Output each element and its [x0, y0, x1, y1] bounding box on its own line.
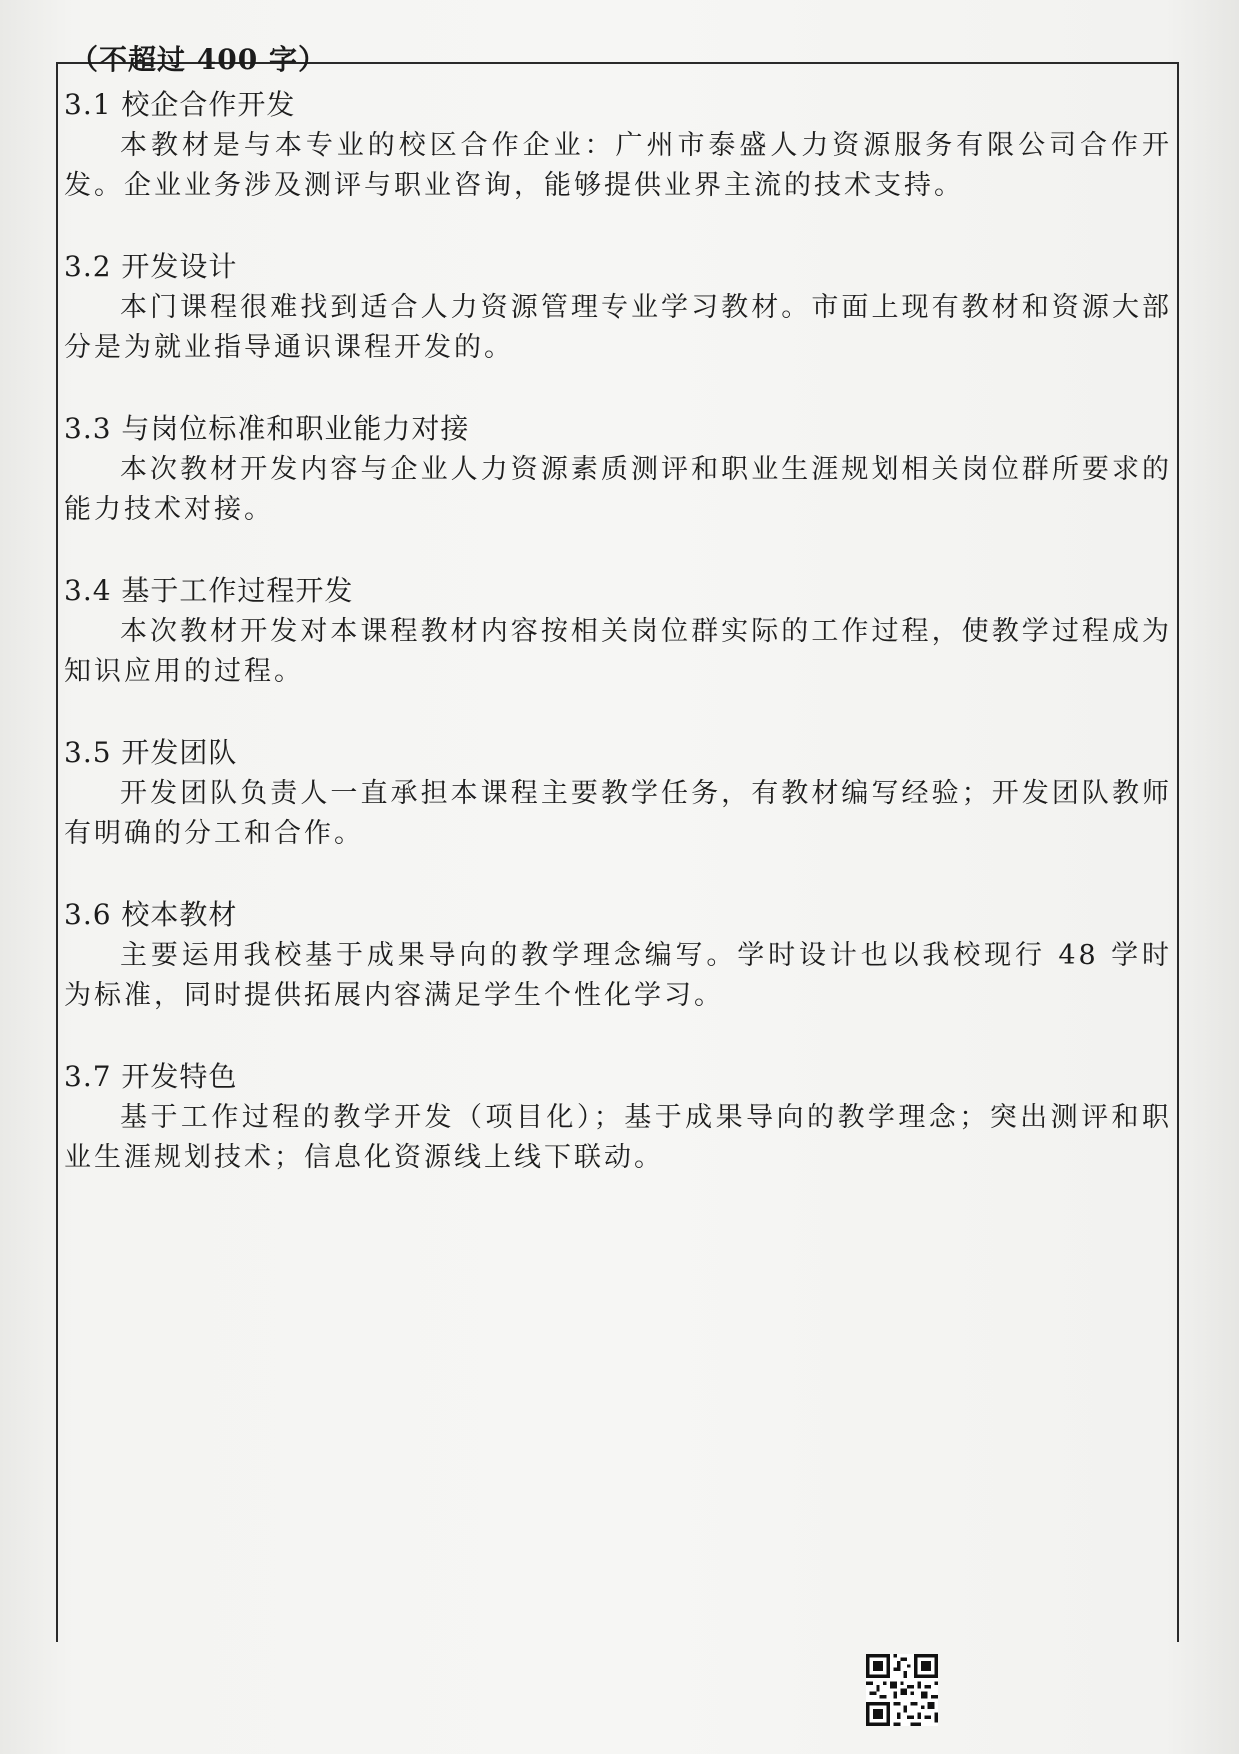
section-title: 3.6 校本教材 — [64, 898, 238, 931]
section-3-3 — [64, 408, 1172, 530]
section-body: 基于工作过程的教学开发（项目化）；基于成果导向的教学理念；突出测评和职业生涯规划技术；信息化资源线上线下联动。 — [64, 1102, 1172, 1173]
section-title: 3.2 开发设计 — [64, 250, 238, 283]
section-3-6 — [64, 894, 1172, 1016]
section-body: 本次教材开发对本课程教材内容按相关岗位群实际的工作过程，使教学过程成为知识应用的过程。 — [64, 616, 1172, 687]
section-title: 3.4 基于工作过程开发 — [64, 574, 354, 607]
header-note: （不超过 400 字） — [70, 43, 327, 76]
section-title: 3.3 与岗位标准和职业能力对接 — [64, 412, 470, 445]
qr-code-icon — [866, 1654, 938, 1726]
section-title: 3.5 开发团队 — [64, 736, 238, 769]
section-body: 本门课程很难找到适合人力资源管理专业学习教材。市面上现有教材和资源大部分是为就业指导通识课程开发的。 — [64, 292, 1172, 363]
section-body: 主要运用我校基于成果导向的教学理念编写。学时设计也以我校现行 48 学时为标准，同时提供拓展内容满足学生个性化学习。 — [64, 940, 1172, 1011]
section-title: 3.7 开发特色 — [64, 1060, 238, 1093]
section-title: 3.1 校企合作开发 — [64, 88, 296, 121]
section-3-1 — [64, 84, 1172, 206]
section-3-7 — [64, 1056, 1172, 1178]
section-3-4 — [64, 570, 1172, 692]
section-3-5 — [64, 732, 1172, 854]
content-area — [64, 84, 1172, 1218]
section-3-2 — [64, 246, 1172, 368]
section-body: 开发团队负责人一直承担本课程主要教学任务，有教材编写经验；开发团队教师有明确的分工和合作。 — [64, 778, 1172, 849]
section-body: 本教材是与本专业的校区合作企业：广州市泰盛人力资源服务有限公司合作开发。企业业务涉及测评与职业咨询，能够提供业界主流的技术支持。 — [64, 130, 1172, 201]
section-body: 本次教材开发内容与企业人力资源素质测评和职业生涯规划相关岗位群所要求的能力技术对接。 — [64, 454, 1172, 525]
